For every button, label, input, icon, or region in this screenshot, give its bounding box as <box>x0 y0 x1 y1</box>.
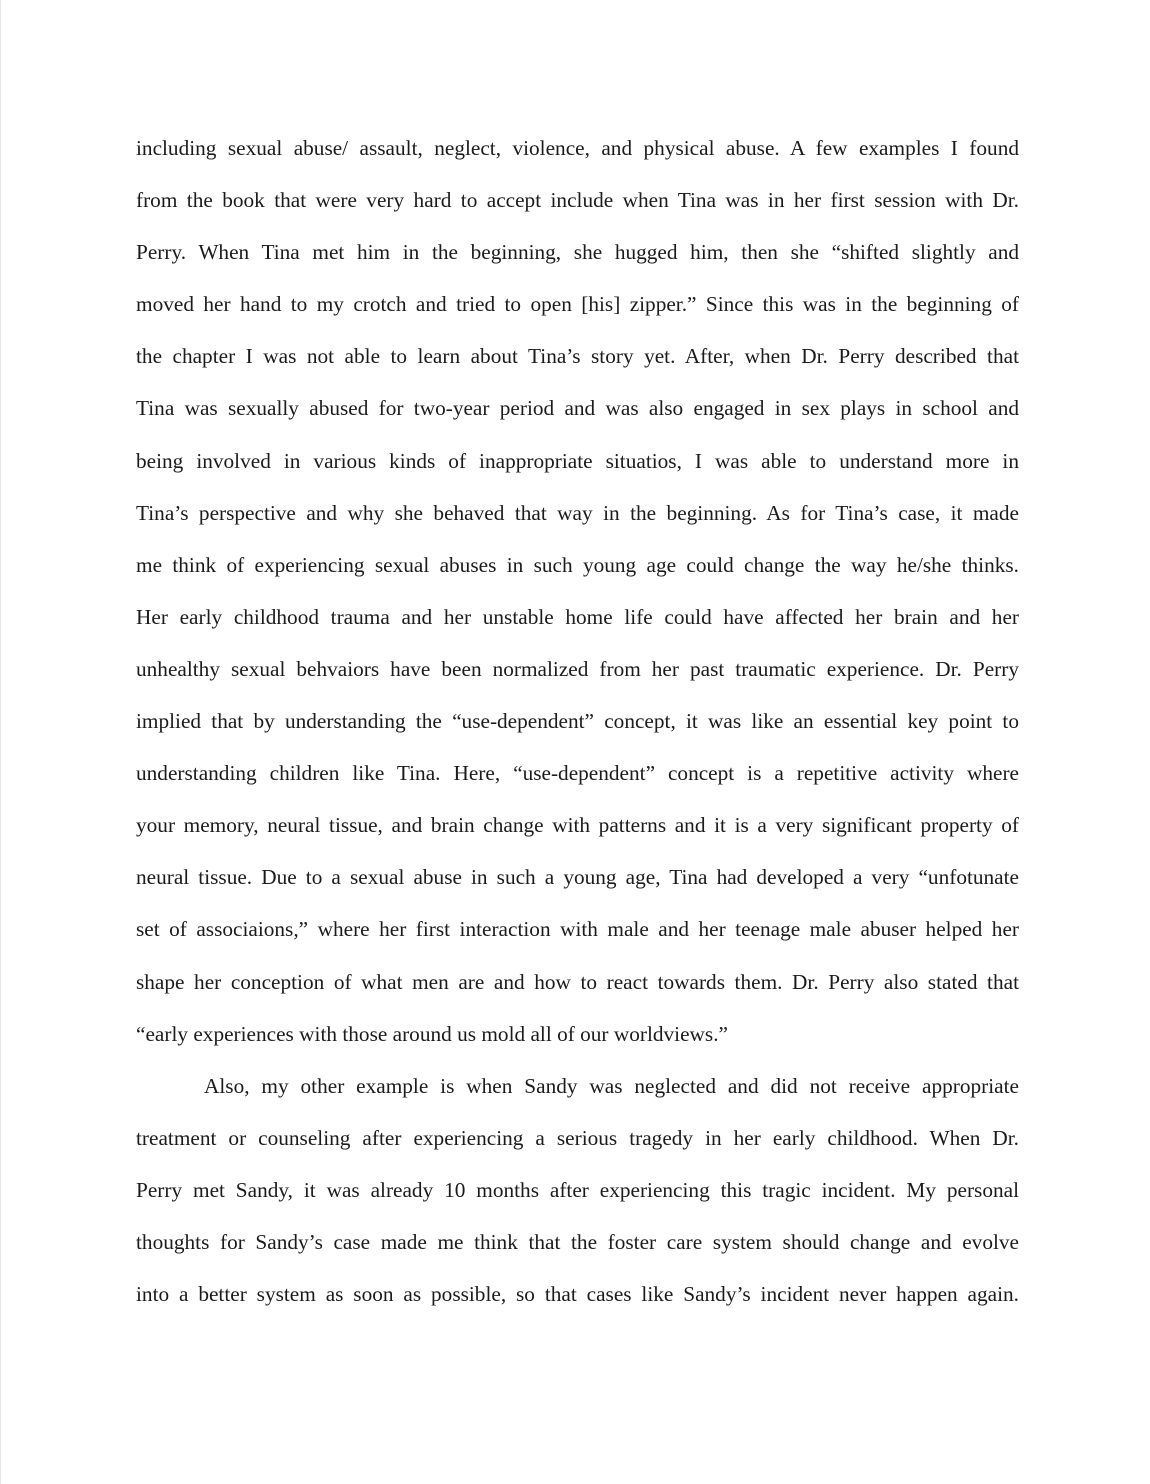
text-line: neural tissue. Due to a sexual abuse in such a young age, Tina had developed a very “unfotunate <box>136 865 1019 890</box>
paragraph-end-line: “early experiences with those around us mold all of our worldviews.” <box>136 1021 728 1046</box>
text-line: Perry. When Tina met him in the beginning, she hugged him, then she “shifted slightly and <box>136 240 1019 265</box>
text-line: treatment or counseling after experiencing a serious tragedy in her early childhood. When Dr. <box>136 1125 1019 1150</box>
text-line: shape her conception of what men are and how to react towards them. Dr. Perry also stated that <box>136 969 1019 994</box>
text-line: Her early childhood trauma and her unstable home life could have affected her brain and her <box>136 604 1019 629</box>
paragraph-start-line: Also, my other example is when Sandy was neglected and did not receive appropriate <box>204 1073 1019 1098</box>
body-text <box>136 122 1019 1320</box>
text-line: Tina was sexually abused for two-year period and was also engaged in sex plays in school and <box>136 396 1019 421</box>
text-line: Tina’s perspective and why she behaved that way in the beginning. As for Tina’s case, it made <box>136 500 1019 525</box>
text-line: your memory, neural tissue, and brain change with patterns and it is a very significant property of <box>136 813 1019 838</box>
text-line: thoughts for Sandy’s case made me think that the foster care system should change and evolve <box>136 1229 1019 1254</box>
text-line: being involved in various kinds of inappropriate situatios, I was able to understand more in <box>136 448 1019 473</box>
text-line: implied that by understanding the “use-dependent” concept, it was like an essential key point to <box>136 709 1019 734</box>
text-line: from the book that were very hard to accept include when Tina was in her first session with Dr. <box>136 188 1019 213</box>
text-line: moved her hand to my crotch and tried to open [his] zipper.” Since this was in the beginning of <box>136 292 1019 317</box>
text-line: set of associaions,” where her first interaction with male and her teenage male abuser helped her <box>136 917 1019 942</box>
text-line: me think of experiencing sexual abuses in such young age could change the way he/she thinks. <box>136 552 1019 577</box>
text-line: into a better system as soon as possible, so that cases like Sandy’s incident never happen again. <box>136 1282 1019 1307</box>
text-line: understanding children like Tina. Here, “use-dependent” concept is a repetitive activity where <box>136 761 1019 786</box>
text-line: including sexual abuse/ assault, neglect, violence, and physical abuse. A few examples I found <box>136 136 1019 160</box>
text-line: the chapter I was not able to learn about Tina’s story yet. After, when Dr. Perry described that <box>136 344 1019 369</box>
text-line: unhealthy sexual behvaiors have been normalized from her past traumatic experience. Dr. Perry <box>136 656 1019 681</box>
text-line: Perry met Sandy, it was already 10 months after experiencing this tragic incident. My personal <box>136 1177 1019 1202</box>
